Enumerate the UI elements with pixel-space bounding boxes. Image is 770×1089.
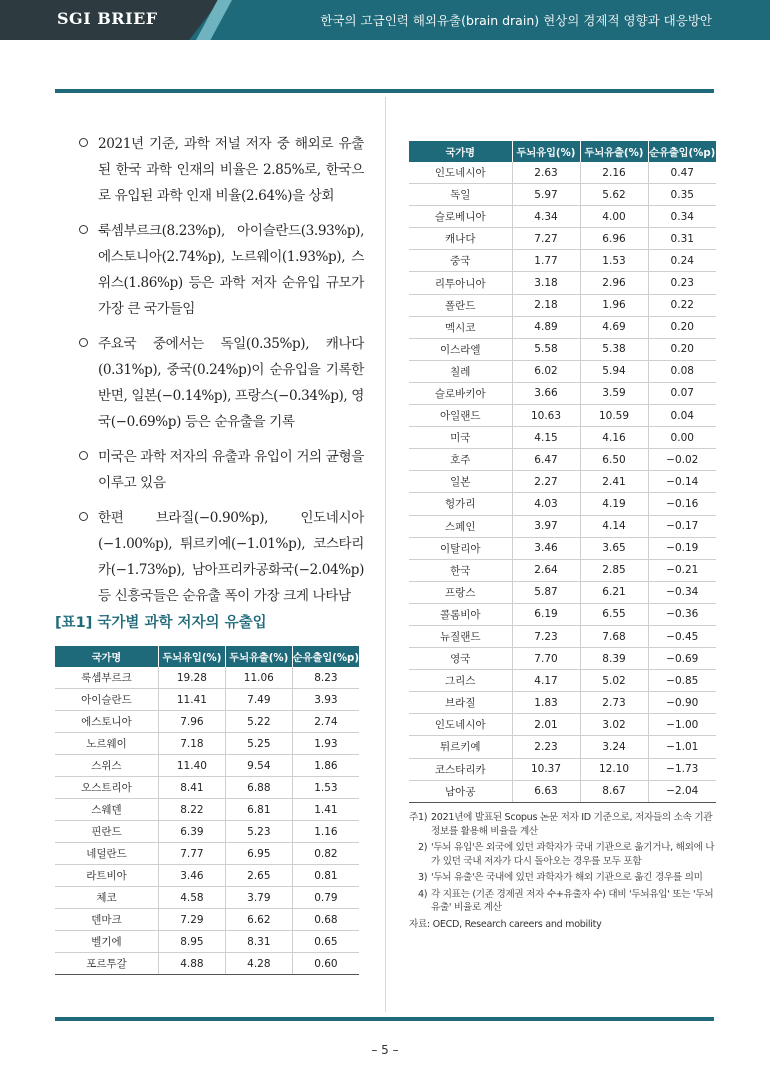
cell-country: 핀란드 <box>55 821 158 843</box>
cell-net: −1.01 <box>648 736 716 758</box>
cell-country: 중국 <box>409 250 512 272</box>
cell-inflow: 4.15 <box>512 427 580 449</box>
cell-country: 미국 <box>409 427 512 449</box>
note-number: 2) <box>418 842 428 853</box>
cell-inflow: 4.89 <box>512 316 580 338</box>
table-row <box>409 515 716 537</box>
table-row <box>409 162 716 184</box>
cell-inflow: 1.77 <box>512 250 580 272</box>
table-row <box>409 581 716 603</box>
cell-outflow: 6.88 <box>225 777 292 799</box>
bullet-text: 2021년 기준, 과학 저널 저자 중 해외로 유출된 한국 과학 인재의 비율은 2.85%로, 한국으로 유입된 과학 인재 비율(2.64%)을 상회 <box>98 136 364 204</box>
note-number: 4) <box>418 888 428 900</box>
bullet-item <box>70 444 364 496</box>
cell-outflow: 8.39 <box>580 648 648 670</box>
cell-outflow: 4.69 <box>580 316 648 338</box>
cell-inflow: 7.23 <box>512 625 580 647</box>
bullet-text: 미국은 과학 저자의 유출과 유입이 거의 균형을 이루고 있음 <box>98 449 364 491</box>
cell-inflow: 7.27 <box>512 228 580 250</box>
cell-outflow: 5.22 <box>225 711 292 733</box>
cell-inflow: 2.01 <box>512 714 580 736</box>
cell-inflow: 11.40 <box>158 755 225 777</box>
table-row <box>55 843 359 865</box>
cell-outflow: 2.41 <box>580 471 648 493</box>
cell-outflow: 11.06 <box>225 667 292 689</box>
cell-country: 벨기에 <box>55 931 158 953</box>
cell-country: 스위스 <box>55 755 158 777</box>
cell-outflow: 4.16 <box>580 427 648 449</box>
cell-outflow: 12.10 <box>580 758 648 780</box>
brain-drain-table-left <box>55 646 359 975</box>
cell-country: 호주 <box>409 449 512 471</box>
cell-net: −0.45 <box>648 625 716 647</box>
cell-outflow: 5.62 <box>580 184 648 206</box>
cell-net: −0.69 <box>648 648 716 670</box>
table-row <box>409 360 716 382</box>
cell-outflow: 5.38 <box>580 338 648 360</box>
cell-outflow: 3.02 <box>580 714 648 736</box>
table-row <box>409 206 716 228</box>
note-text: 2021년에 발표된 Scopus 논문 저자 ID 기준으로, 저자들의 소속 기관 정보를 활용해 비율을 계산 <box>431 812 713 837</box>
bullet-item <box>70 218 364 322</box>
cell-country: 남아공 <box>409 780 512 802</box>
cell-inflow: 4.17 <box>512 670 580 692</box>
cell-country: 스웨덴 <box>55 799 158 821</box>
cell-net: 0.24 <box>648 250 716 272</box>
cell-inflow: 3.46 <box>512 537 580 559</box>
cell-outflow: 3.59 <box>580 382 648 404</box>
note-text: '두뇌 유입'은 외국에 있던 과학자가 국내 기관으로 옮기거나, 해외에 나가 있던 국내 저자가 다시 돌아오는 경우를 모두 포함 <box>431 842 715 867</box>
cell-inflow: 8.41 <box>158 777 225 799</box>
cell-country: 뉴질랜드 <box>409 625 512 647</box>
cell-country: 멕시코 <box>409 316 512 338</box>
cell-net: 0.00 <box>648 427 716 449</box>
table-row <box>55 931 359 953</box>
cell-inflow: 1.83 <box>512 692 580 714</box>
bullet-text: 주요국 중에서는 독일(0.35%p), 캐나다(0.31%p), 중국(0.24%p)이 순유입을 기록한 반면, 일본(−0.14%p), 프랑스(−0.34%p), 영국(−0.69%p) 등은 순유출을 기록 <box>98 336 364 430</box>
table-row <box>409 294 716 316</box>
cell-outflow: 2.73 <box>580 692 648 714</box>
bullet-item <box>70 331 364 435</box>
cell-outflow: 3.24 <box>580 736 648 758</box>
note-item <box>409 888 719 915</box>
table-row <box>409 714 716 736</box>
cell-net: 0.31 <box>648 228 716 250</box>
cell-inflow: 7.77 <box>158 843 225 865</box>
cell-country: 일본 <box>409 471 512 493</box>
table-header-row <box>409 141 716 162</box>
cell-inflow: 5.58 <box>512 338 580 360</box>
column-header-country: 국가명 <box>409 141 512 162</box>
cell-country: 인도네시아 <box>409 162 512 184</box>
table-row <box>55 733 359 755</box>
table-row <box>55 777 359 799</box>
cell-inflow: 2.27 <box>512 471 580 493</box>
cell-net: −0.85 <box>648 670 716 692</box>
cell-net: 0.20 <box>648 338 716 360</box>
bottom-divider <box>55 1017 714 1021</box>
cell-country: 한국 <box>409 559 512 581</box>
column-header-inflow: 두뇌유입(%) <box>512 141 580 162</box>
cell-country: 에스토니아 <box>55 711 158 733</box>
cell-outflow: 6.95 <box>225 843 292 865</box>
cell-outflow: 5.02 <box>580 670 648 692</box>
cell-net: 0.07 <box>648 382 716 404</box>
cell-outflow: 6.55 <box>580 603 648 625</box>
cell-country: 캐나다 <box>409 228 512 250</box>
cell-outflow: 5.25 <box>225 733 292 755</box>
cell-outflow: 2.96 <box>580 272 648 294</box>
cell-inflow: 6.39 <box>158 821 225 843</box>
page-number: – 5 – <box>371 1043 399 1057</box>
cell-outflow: 1.96 <box>580 294 648 316</box>
bullet-text: 한편 브라질(−0.90%p), 인도네시아(−1.00%p), 튀르키예(−1.01%p), 코스타리카(−1.73%p), 남아프리카공화국(−2.04%p) 등 신흥국들은 순유출 폭이 가장 크게 나타남 <box>98 510 364 604</box>
table-row <box>55 821 359 843</box>
cell-net: 0.47 <box>648 162 716 184</box>
table-row <box>409 603 716 625</box>
table-row <box>409 405 716 427</box>
cell-outflow: 2.16 <box>580 162 648 184</box>
cell-net: 3.93 <box>292 689 359 711</box>
cell-net: 1.41 <box>292 799 359 821</box>
cell-inflow: 5.87 <box>512 581 580 603</box>
cell-net: 0.82 <box>292 843 359 865</box>
table-row <box>409 382 716 404</box>
cell-country: 튀르키예 <box>409 736 512 758</box>
column-header-net: 순유출입(%p) <box>292 646 359 667</box>
brain-drain-table-right <box>409 141 716 803</box>
cell-inflow: 6.19 <box>512 603 580 625</box>
cell-inflow: 3.97 <box>512 515 580 537</box>
table-notes <box>409 811 719 931</box>
column-header-outflow: 두뇌유출(%) <box>580 141 648 162</box>
cell-inflow: 8.95 <box>158 931 225 953</box>
cell-outflow: 6.50 <box>580 449 648 471</box>
header-bar <box>0 0 770 40</box>
cell-outflow: 7.49 <box>225 689 292 711</box>
table-row <box>55 689 359 711</box>
table-row <box>55 799 359 821</box>
table-row <box>409 316 716 338</box>
cell-inflow: 4.88 <box>158 953 225 975</box>
table-row <box>55 953 359 975</box>
cell-country: 라트비아 <box>55 865 158 887</box>
table-row <box>409 670 716 692</box>
cell-country: 폴란드 <box>409 294 512 316</box>
bullet-text: 룩셈부르크(8.23%p), 아이슬란드(3.93%p), 에스토니아(2.74%p), 노르웨이(1.93%p), 스위스(1.86%p) 등은 과학 저자 순유입 규모가 가장 큰 국가들임 <box>98 223 364 317</box>
cell-outflow: 6.96 <box>580 228 648 250</box>
cell-country: 포르투갈 <box>55 953 158 975</box>
cell-country: 네덜란드 <box>55 843 158 865</box>
cell-net: 0.81 <box>292 865 359 887</box>
table-row <box>409 338 716 360</box>
cell-country: 슬로바키아 <box>409 382 512 404</box>
cell-outflow: 9.54 <box>225 755 292 777</box>
cell-inflow: 7.29 <box>158 909 225 931</box>
cell-country: 오스트리아 <box>55 777 158 799</box>
table-row <box>409 184 716 206</box>
cell-country: 리투아니아 <box>409 272 512 294</box>
cell-inflow: 3.46 <box>158 865 225 887</box>
cell-net: 2.74 <box>292 711 359 733</box>
table-row <box>409 272 716 294</box>
cell-outflow: 6.62 <box>225 909 292 931</box>
cell-net: 0.23 <box>648 272 716 294</box>
cell-net: −0.34 <box>648 581 716 603</box>
brand-logo-text: SGI BRIEF <box>57 9 158 28</box>
cell-outflow: 2.65 <box>225 865 292 887</box>
cell-country: 체코 <box>55 887 158 909</box>
cell-outflow: 4.14 <box>580 515 648 537</box>
cell-inflow: 6.47 <box>512 449 580 471</box>
cell-outflow: 3.79 <box>225 887 292 909</box>
cell-net: 0.22 <box>648 294 716 316</box>
table-row <box>409 537 716 559</box>
note-item <box>409 871 719 885</box>
table-row <box>409 228 716 250</box>
cell-inflow: 11.41 <box>158 689 225 711</box>
cell-outflow: 6.81 <box>225 799 292 821</box>
cell-outflow: 4.28 <box>225 953 292 975</box>
bullet-item <box>70 505 364 609</box>
cell-outflow: 7.68 <box>580 625 648 647</box>
cell-country: 독일 <box>409 184 512 206</box>
cell-country: 아이슬란드 <box>55 689 158 711</box>
table-row <box>409 648 716 670</box>
cell-inflow: 10.63 <box>512 405 580 427</box>
table-row <box>409 559 716 581</box>
cell-net: −0.16 <box>648 493 716 515</box>
cell-outflow: 4.00 <box>580 206 648 228</box>
cell-net: 1.93 <box>292 733 359 755</box>
note-number: 주1) <box>409 812 428 823</box>
table-row <box>409 692 716 714</box>
circle-bullet-icon <box>79 138 88 147</box>
cell-inflow: 2.23 <box>512 736 580 758</box>
cell-net: 0.34 <box>648 206 716 228</box>
circle-bullet-icon <box>79 512 88 521</box>
circle-bullet-icon <box>79 225 88 234</box>
table-row <box>409 427 716 449</box>
table-row <box>409 250 716 272</box>
cell-country: 아일랜드 <box>409 405 512 427</box>
cell-inflow: 8.22 <box>158 799 225 821</box>
cell-inflow: 3.66 <box>512 382 580 404</box>
note-item <box>409 841 719 868</box>
cell-outflow: 8.31 <box>225 931 292 953</box>
cell-country: 영국 <box>409 648 512 670</box>
cell-net: 0.68 <box>292 909 359 931</box>
cell-net: 0.20 <box>648 316 716 338</box>
table-row <box>409 493 716 515</box>
table-row <box>409 780 716 802</box>
cell-outflow: 8.67 <box>580 780 648 802</box>
cell-inflow: 7.18 <box>158 733 225 755</box>
cell-net: 0.04 <box>648 405 716 427</box>
cell-net: 1.16 <box>292 821 359 843</box>
table-row <box>409 471 716 493</box>
top-divider <box>55 89 714 93</box>
cell-inflow: 7.96 <box>158 711 225 733</box>
table-row <box>409 625 716 647</box>
column-header-country: 국가명 <box>55 646 158 667</box>
table-row <box>55 667 359 689</box>
cell-country: 노르웨이 <box>55 733 158 755</box>
cell-inflow: 6.63 <box>512 780 580 802</box>
cell-net: −0.02 <box>648 449 716 471</box>
column-header-outflow: 두뇌유출(%) <box>225 646 292 667</box>
cell-country: 스페인 <box>409 515 512 537</box>
table-row <box>409 449 716 471</box>
cell-net: 0.60 <box>292 953 359 975</box>
cell-country: 인도네시아 <box>409 714 512 736</box>
cell-country: 덴마크 <box>55 909 158 931</box>
cell-outflow: 5.94 <box>580 360 648 382</box>
cell-outflow: 1.53 <box>580 250 648 272</box>
cell-outflow: 4.19 <box>580 493 648 515</box>
bullet-list <box>70 131 364 618</box>
cell-net: −1.00 <box>648 714 716 736</box>
cell-country: 슬로베니아 <box>409 206 512 228</box>
cell-net: 1.53 <box>292 777 359 799</box>
table-row <box>55 887 359 909</box>
bullet-item <box>70 131 364 209</box>
cell-net: −0.21 <box>648 559 716 581</box>
cell-inflow: 19.28 <box>158 667 225 689</box>
cell-country: 콜롬비아 <box>409 603 512 625</box>
cell-country: 프랑스 <box>409 581 512 603</box>
cell-inflow: 4.03 <box>512 493 580 515</box>
cell-outflow: 2.85 <box>580 559 648 581</box>
cell-inflow: 6.02 <box>512 360 580 382</box>
cell-net: −0.19 <box>648 537 716 559</box>
cell-inflow: 2.63 <box>512 162 580 184</box>
cell-net: 0.79 <box>292 887 359 909</box>
cell-country: 브라질 <box>409 692 512 714</box>
table-header-row <box>55 646 359 667</box>
cell-inflow: 10.37 <box>512 758 580 780</box>
cell-net: 8.23 <box>292 667 359 689</box>
cell-outflow: 3.65 <box>580 537 648 559</box>
note-text: '두뇌 유출'은 국내에 있던 과학자가 해외 기관으로 옮긴 경우를 의미 <box>431 872 703 883</box>
table-row <box>409 758 716 780</box>
cell-outflow: 6.21 <box>580 581 648 603</box>
cell-inflow: 3.18 <box>512 272 580 294</box>
cell-inflow: 4.34 <box>512 206 580 228</box>
cell-inflow: 4.58 <box>158 887 225 909</box>
column-header-inflow: 두뇌유입(%) <box>158 646 225 667</box>
cell-net: −0.90 <box>648 692 716 714</box>
column-header-net: 순유출입(%p) <box>648 141 716 162</box>
cell-country: 칠레 <box>409 360 512 382</box>
cell-inflow: 7.70 <box>512 648 580 670</box>
cell-net: −0.36 <box>648 603 716 625</box>
cell-net: 0.65 <box>292 931 359 953</box>
table-caption: [표1] 국가별 과학 저자의 유출입 <box>55 615 267 631</box>
cell-net: −1.73 <box>648 758 716 780</box>
table-row <box>55 755 359 777</box>
table-row <box>55 711 359 733</box>
table-row <box>55 909 359 931</box>
document-title: 한국의 고급인력 해외유출(brain drain) 현상의 경제적 영향과 대응방안 <box>320 13 712 28</box>
cell-net: 0.08 <box>648 360 716 382</box>
note-text: 각 지표는 (기존 경제권 저자 수+유출자 수) 대비 '두뇌유입' 또는 '두뇌유출' 비율로 계산 <box>431 888 714 913</box>
cell-country: 룩셈부르크 <box>55 667 158 689</box>
cell-country: 헝가리 <box>409 493 512 515</box>
note-number: 3) <box>418 872 428 883</box>
cell-net: 0.35 <box>648 184 716 206</box>
note-item <box>409 811 719 838</box>
cell-country: 이스라엘 <box>409 338 512 360</box>
cell-outflow: 5.23 <box>225 821 292 843</box>
cell-outflow: 10.59 <box>580 405 648 427</box>
source-citation: 자료: OECD, Research careers and mobility <box>409 918 602 930</box>
cell-inflow: 2.18 <box>512 294 580 316</box>
cell-inflow: 2.64 <box>512 559 580 581</box>
table-row <box>55 865 359 887</box>
cell-net: −0.17 <box>648 515 716 537</box>
table-row <box>409 736 716 758</box>
cell-net: 1.86 <box>292 755 359 777</box>
cell-country: 코스타리카 <box>409 758 512 780</box>
cell-net: −2.04 <box>648 780 716 802</box>
column-divider <box>385 97 386 1012</box>
circle-bullet-icon <box>79 451 88 460</box>
cell-country: 이탈리아 <box>409 537 512 559</box>
cell-inflow: 5.97 <box>512 184 580 206</box>
circle-bullet-icon <box>79 338 88 347</box>
cell-net: −0.14 <box>648 471 716 493</box>
cell-country: 그리스 <box>409 670 512 692</box>
